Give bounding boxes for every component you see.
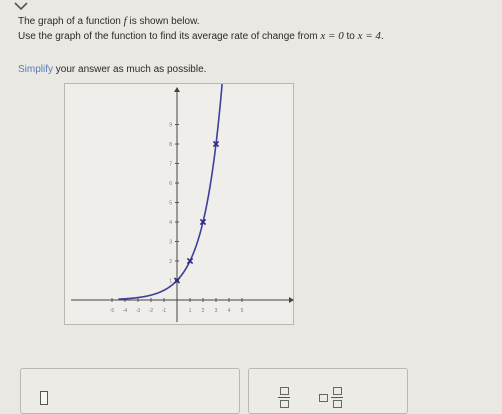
y-tick-label: 9	[169, 122, 172, 129]
function-graph	[64, 83, 294, 325]
mixed-number-button[interactable]	[319, 387, 345, 409]
x-tick-label: -1	[161, 308, 167, 314]
instruction-line	[18, 64, 206, 75]
fraction-button[interactable]	[277, 387, 291, 409]
function-curve	[119, 84, 224, 299]
instruction-text: your answer as much as possible.	[55, 64, 207, 75]
chevron-down-icon[interactable]	[14, 2, 28, 11]
question-text: The graph of a function	[18, 16, 121, 27]
x-tick-label: 2	[201, 308, 205, 314]
math-toolbar	[248, 368, 408, 414]
y-tick-label: 6	[169, 181, 172, 187]
simplify-link[interactable]: Simplify	[18, 64, 54, 75]
x-tick-label: -2	[148, 308, 154, 314]
x-tick-label: 5	[240, 308, 244, 314]
x-to-expression: x = 4	[357, 30, 381, 42]
x-tick-label: -3	[135, 308, 141, 314]
x-tick-label: 1	[188, 308, 192, 314]
y-tick-label: 7	[169, 161, 172, 168]
y-axis-arrow	[174, 87, 180, 92]
mixed-number-box	[333, 387, 342, 395]
x-from-expression: x = 0	[320, 30, 344, 42]
x-tick-label: -4	[122, 308, 128, 314]
question-text: is shown below.	[129, 16, 200, 27]
answer-entry-field[interactable]	[40, 391, 48, 405]
fraction-box	[280, 400, 289, 408]
y-tick-label: 4	[169, 220, 172, 226]
y-tick-label: 8	[169, 142, 172, 148]
question-text: Use the graph of the function to find its average rate of change from	[18, 31, 318, 42]
x-axis-arrow	[289, 297, 294, 303]
question-text: to	[346, 31, 355, 42]
y-tick-label: 2	[169, 259, 172, 265]
mixed-number-icon	[319, 394, 328, 402]
x-tick-label: 3	[214, 308, 218, 314]
answer-input-box[interactable]	[20, 368, 240, 414]
mixed-number-box	[333, 400, 342, 408]
fraction-bar	[278, 397, 290, 398]
mixed-number-bar	[331, 397, 343, 398]
question-text: .	[380, 31, 384, 42]
y-tick-label: 1	[169, 278, 172, 285]
x-tick-label: 4	[227, 308, 231, 314]
question-line-2	[18, 30, 384, 42]
y-tick-label: 3	[169, 239, 172, 246]
question-line-1	[18, 15, 200, 27]
x-tick-label: -5	[109, 308, 115, 314]
y-tick-label: 5	[169, 200, 172, 207]
function-name: f	[123, 15, 127, 27]
fraction-icon	[280, 387, 289, 395]
graph-canvas	[65, 84, 295, 326]
